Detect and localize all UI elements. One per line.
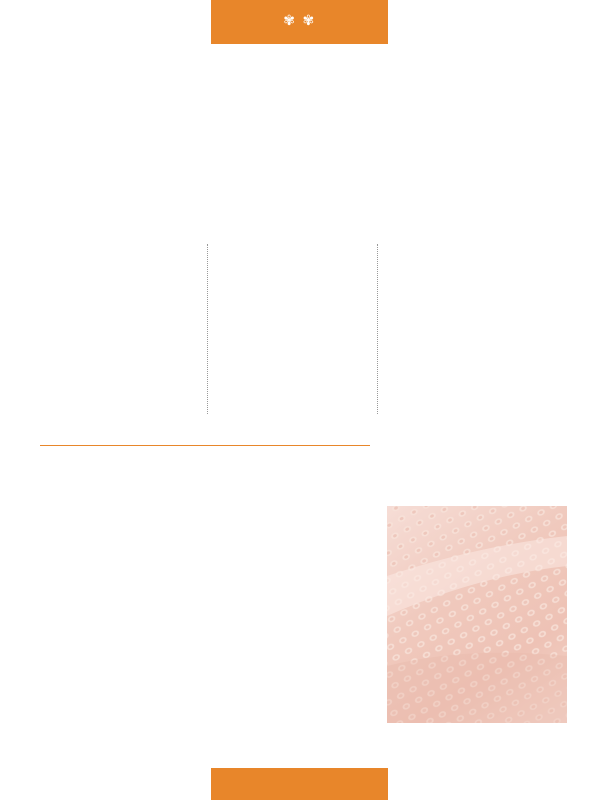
instructions-column: [387, 244, 544, 279]
banner-pattern: [211, 768, 388, 800]
legend: [315, 468, 385, 502]
flower-icon: ✾: [302, 14, 316, 29]
blanket-photo: [387, 506, 567, 723]
stitches-column: [214, 244, 366, 248]
column-divider: [207, 244, 208, 414]
schema-rule: [40, 445, 370, 446]
materials-column: [43, 244, 203, 290]
blanket-photo-texture: [387, 506, 567, 723]
flower-icon: ✾: [283, 14, 297, 29]
section-banner: [211, 0, 388, 44]
column-divider: [377, 244, 378, 414]
crochet-chart: [38, 455, 308, 745]
footer-banner: [211, 768, 388, 800]
section-title: [211, 9, 388, 31]
